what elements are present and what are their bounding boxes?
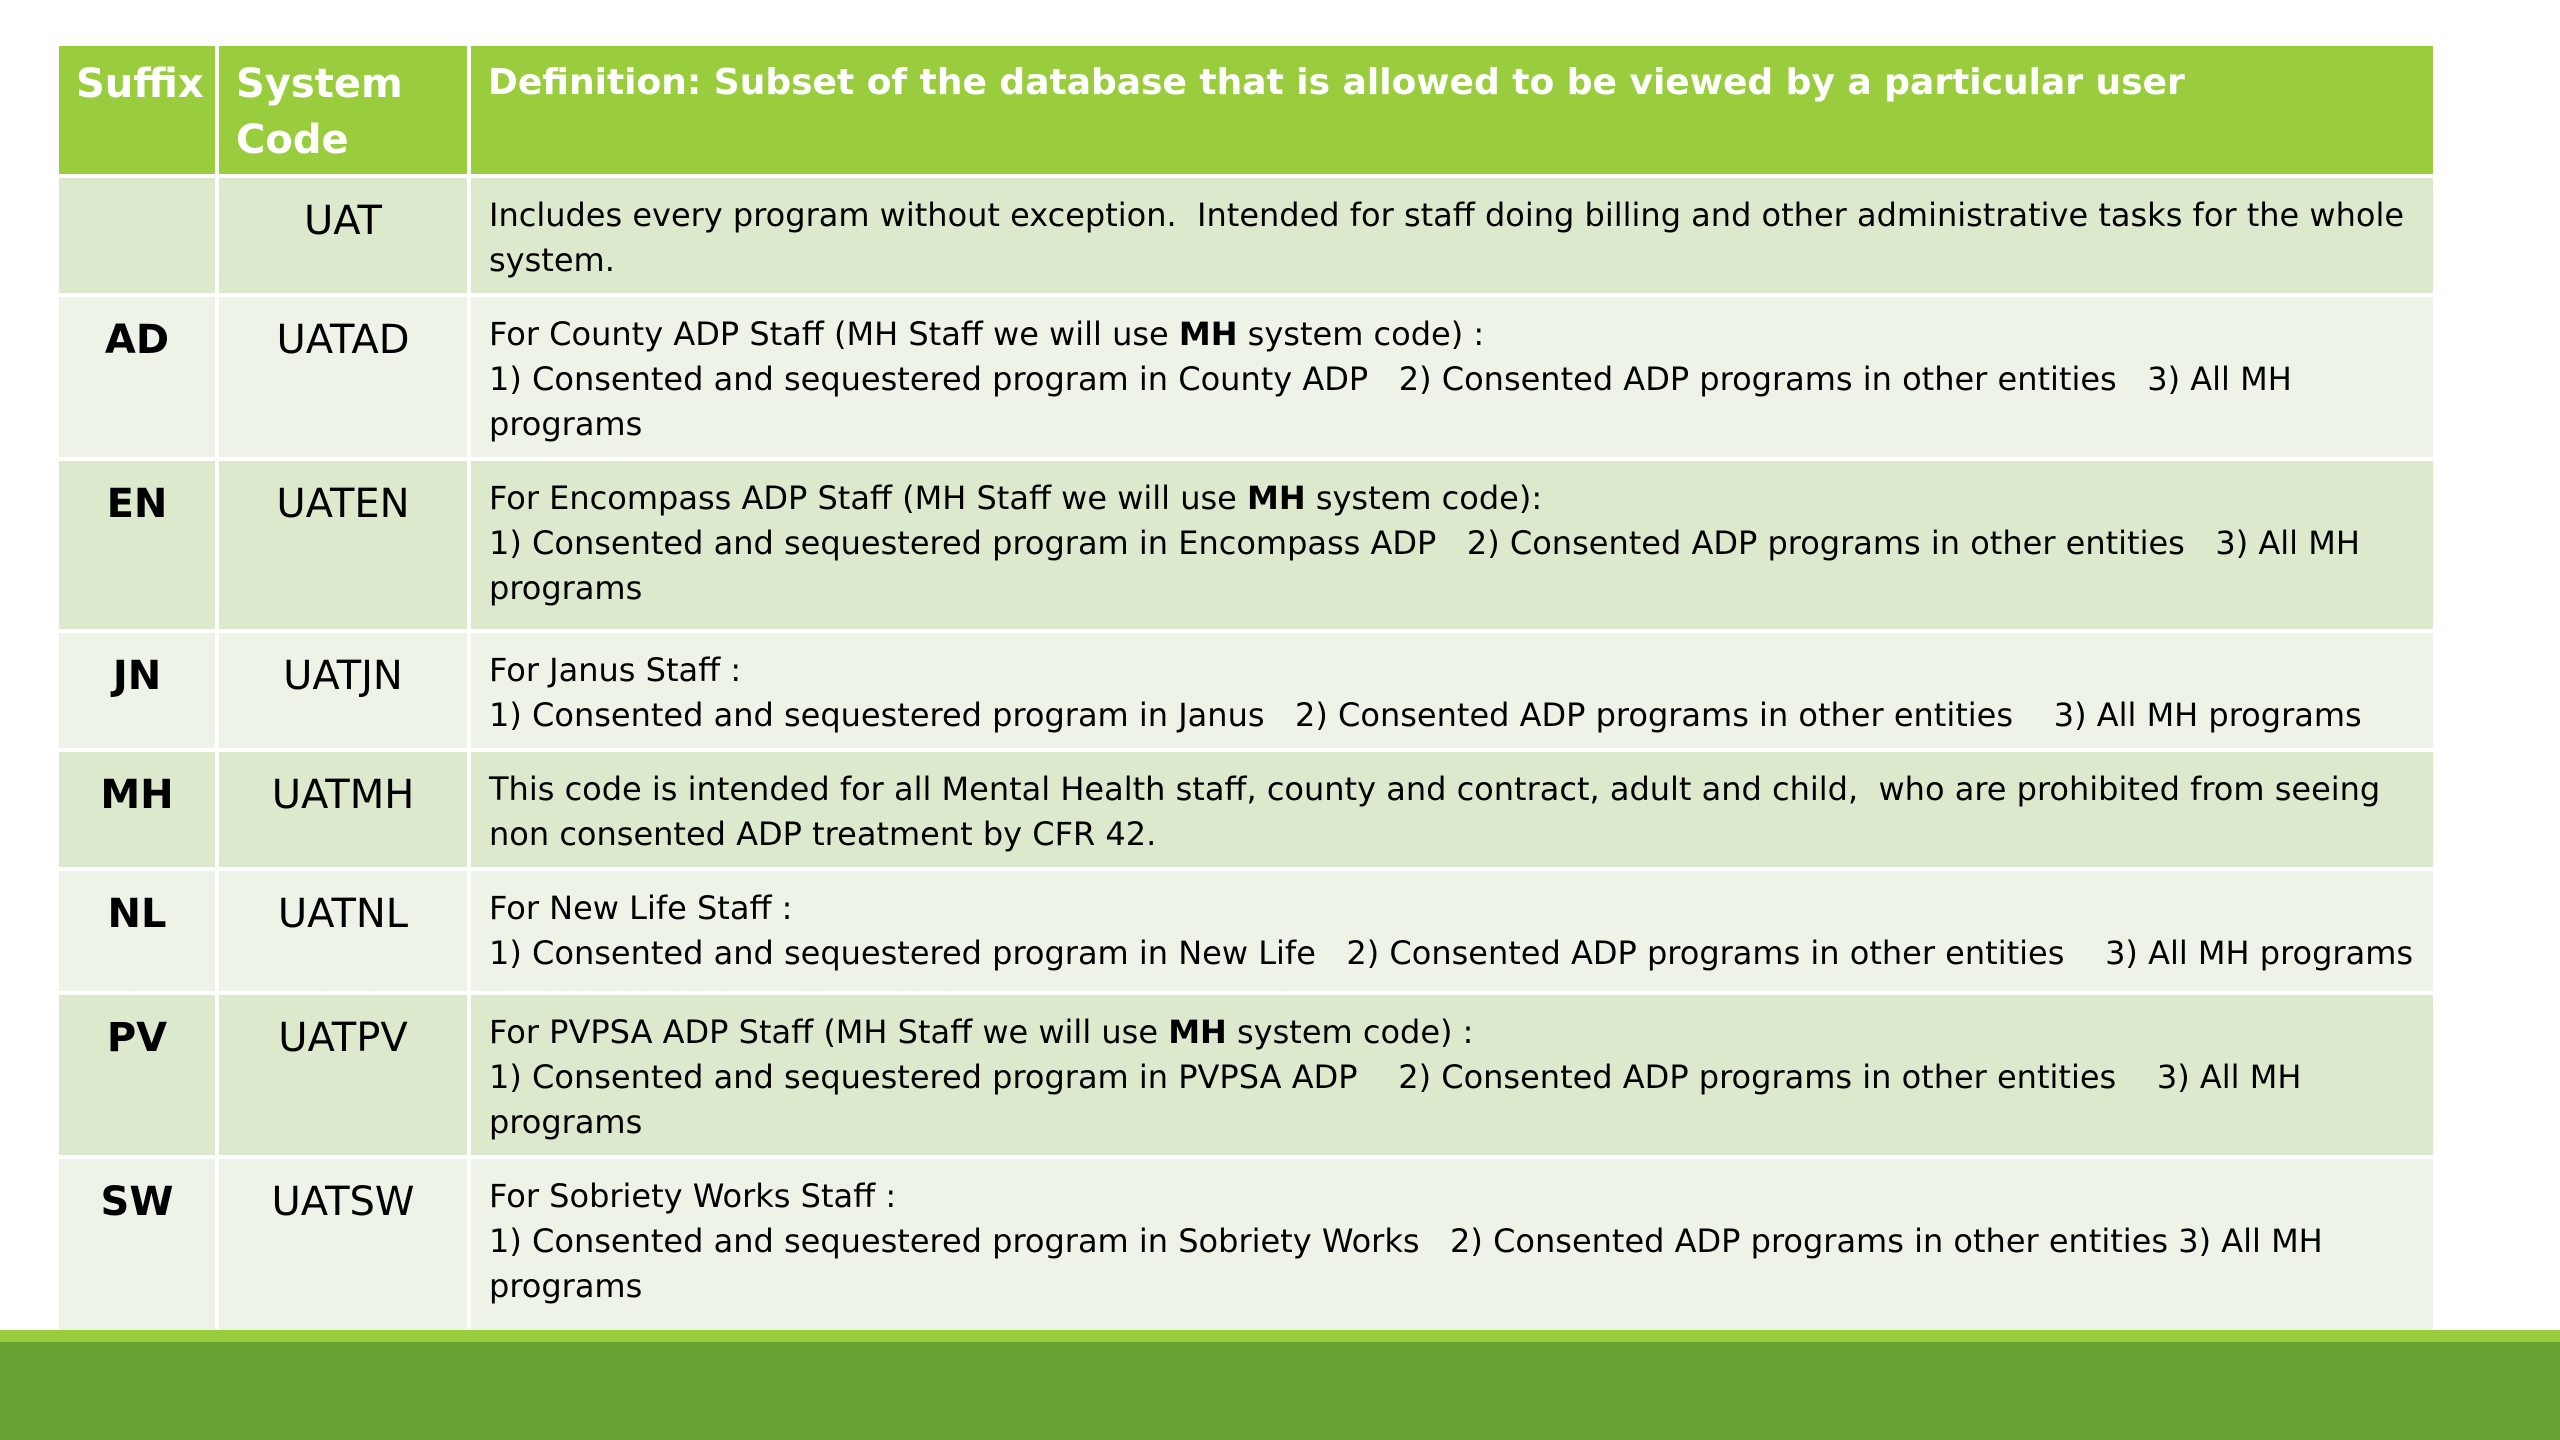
table-row [59,461,2433,633]
suffix-cell: SW [59,1159,215,1341]
table-row [59,871,2433,995]
definition-text-tail: system code): [1305,479,1543,517]
suffix-cell [59,178,215,297]
suffix-cell: JN [59,633,215,752]
definition-text: For New Life Staff : [489,889,793,927]
definition-text: This code is intended for all Mental Health staff, county and contract, adult and child, who are prohibited from seeing non consented ADP treatment by CFR 42. [489,770,2391,853]
definition-text: For PVPSA ADP Staff (MH Staff we will use [489,1013,1169,1051]
system-code-cell: UAT [215,178,467,297]
system-code-cell: UATJN [215,633,467,752]
footer-accent-line [0,1330,2560,1342]
table-row [59,633,2433,752]
definition-cell [467,995,2433,1159]
table-row [59,178,2433,297]
definition-line-2: 1) Consented and sequestered program in Janus 2) Consented ADP programs in other entities 3) All MH programs [489,696,2362,734]
system-code-cell: UATAD [215,297,467,461]
definition-text: For Encompass ADP Staff (MH Staff we will use [489,479,1248,517]
suffix-cell: MH [59,752,215,871]
system-code-table [59,46,2433,1341]
suffix-cell: NL [59,871,215,995]
definition-text: For Sobriety Works Staff : [489,1177,897,1215]
system-code-cell: UATSW [215,1159,467,1341]
definition-bold-text: MH [1168,1013,1227,1051]
system-code-cell: UATEN [215,461,467,633]
definition-cell [467,633,2433,752]
definition-line-2: 1) Consented and sequestered program in Encompass ADP 2) Consented ADP programs in other entities 3) All MH programs [489,524,2371,607]
footer-bar [0,1342,2560,1440]
definition-cell [467,752,2433,871]
definition-cell [467,871,2433,995]
definition-cell [467,178,2433,297]
system-code-cell: UATMH [215,752,467,871]
header-system-code: System Code [215,46,467,178]
definition-bold-text: MH [1178,315,1238,353]
table-row [59,752,2433,871]
table-header-row [59,46,2433,178]
suffix-cell: EN [59,461,215,633]
definition-text-tail: system code) : [1237,315,1485,353]
definition-cell [467,1159,2433,1341]
system-code-cell: UATPV [215,995,467,1159]
definition-line-2: 1) Consented and sequestered program in Sobriety Works 2) Consented ADP programs in other entities 3) All MH programs [489,1222,2333,1305]
definition-cell [467,461,2433,633]
table-row [59,1159,2433,1341]
definition-line-2: 1) Consented and sequestered program in County ADP 2) Consented ADP programs in other entities 3) All MH programs [489,360,2302,443]
table-row [59,297,2433,461]
header-suffix: Suffix [59,46,215,178]
system-code-cell: UATNL [215,871,467,995]
definition-text: Includes every program without exception. Intended for staff doing billing and other administrative tasks for the whole system. [489,196,2415,279]
definition-line-2: 1) Consented and sequestered program in New Life 2) Consented ADP programs in other entities 3) All MH programs [489,934,2414,972]
definition-line-2: 1) Consented and sequestered program in PVPSA ADP 2) Consented ADP programs in other entities 3) All MH programs [489,1058,2312,1141]
definition-text-tail: system code) : [1226,1013,1474,1051]
header-definition: Definition: Subset of the database that is allowed to be viewed by a particular user [467,46,2433,178]
suffix-cell: AD [59,297,215,461]
suffix-cell: PV [59,995,215,1159]
definition-text: For Janus Staff : [489,651,742,689]
table-row [59,995,2433,1159]
definition-cell [467,297,2433,461]
definition-text: For County ADP Staff (MH Staff we will use [489,315,1179,353]
definition-bold-text: MH [1247,479,1306,517]
